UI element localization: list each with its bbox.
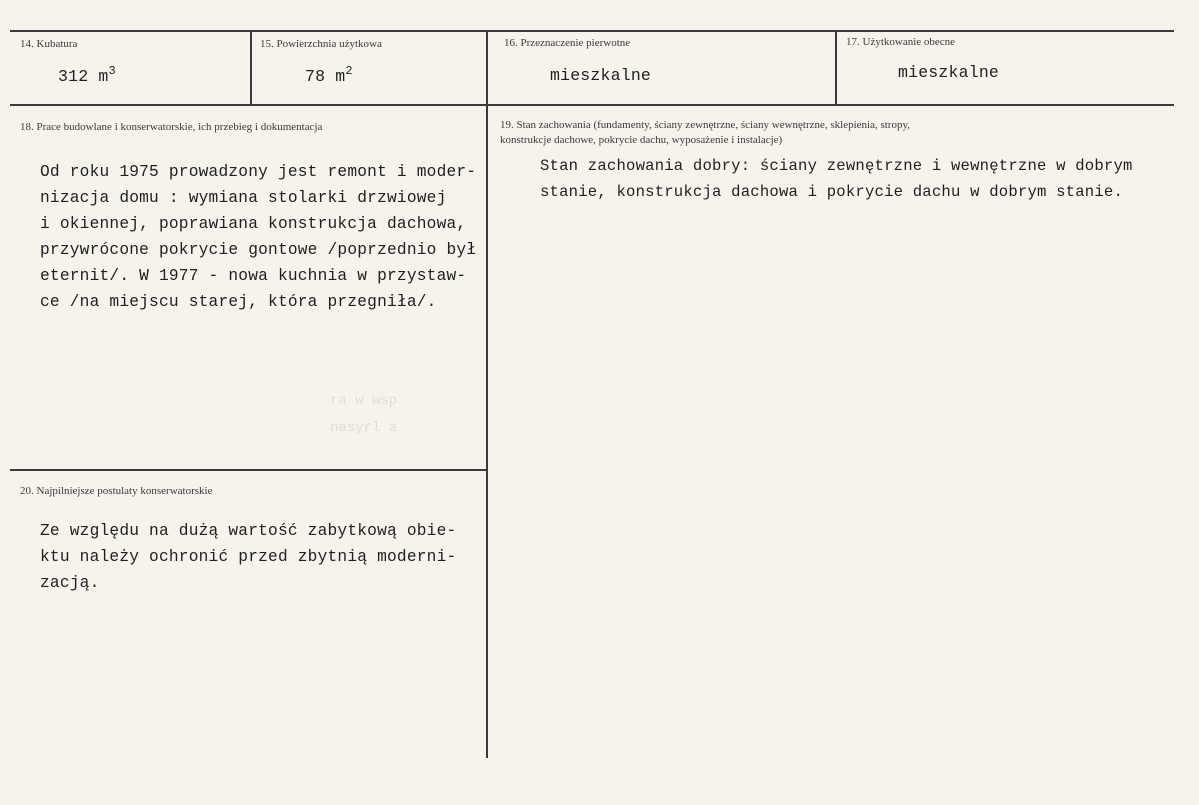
postulaty-line-1: Ze względu na dużą wartość zabytkową obie- <box>40 522 457 540</box>
prace-line-3: i okiennej, poprawiana konstrukcja dachowa, <box>40 215 467 233</box>
prace-line-4: przywrócone pokrycie gontowe /poprzednio był <box>40 241 477 259</box>
prace-label: 18. Prace budowlane i konserwatorskie, ich przebieg i dokumentacja <box>20 121 323 133</box>
header-divider-3 <box>835 30 837 105</box>
prace-line-2: nizacja domu : wymiana stolarki drzwiowej <box>40 189 447 207</box>
kubatura-value: 312 $m^3$ <box>58 64 116 86</box>
kubatura-label: 14. Kubatura <box>20 38 78 50</box>
powierzchnia-exponent: 2 <box>345 64 353 78</box>
stan-label-line-1: 19. Stan zachowania (fundamenty, ściany zewnętrzne, ściany wewnętrzne, sklepienia, stropy, <box>500 119 911 131</box>
stan-text <box>540 153 1133 205</box>
stan-label-line-2: konstrukcje dachowe, pokrycie dachu, wyposażenie i instalacje) <box>500 134 783 146</box>
uzytkowanie-value: mieszkalne <box>898 63 1000 82</box>
body-vertical-divider <box>486 104 488 758</box>
przeznaczenie-value: mieszkalne <box>550 66 652 85</box>
prace-line-6: ce /na miejscu starej, która przegniła/. <box>40 293 437 311</box>
section-20-top-rule <box>10 469 486 471</box>
postulaty-text <box>40 518 456 596</box>
postulaty-label: 20. Najpilniejsze postulaty konserwatorskie <box>20 485 213 497</box>
powierzchnia-label: 15. Powierzchnia użytkowa <box>260 38 382 50</box>
top-rule <box>10 30 1174 32</box>
ghost-text-2: nasyrl a <box>330 420 398 436</box>
powierzchnia-value: 78 $m^2$ <box>305 64 353 86</box>
postulaty-line-3: zacją. <box>40 574 100 592</box>
stan-line-2: stanie, konstrukcja dachowa i pokrycie dachu w dobrym stanie. <box>540 183 1124 201</box>
postulaty-line-2: ktu należy ochronić przed zbytnią moderni- <box>40 548 457 566</box>
ghost-text-1: ra w wsp <box>330 393 398 409</box>
uzytkowanie-label: 17. Użytkowanie obecne <box>846 36 956 48</box>
prace-text <box>40 159 476 315</box>
kubatura-exponent: 3 <box>108 64 116 78</box>
prace-line-1: Od roku 1975 prowadzony jest remont i moder- <box>40 163 477 181</box>
przeznaczenie-label: 16. Przeznaczenie pierwotne <box>504 37 631 49</box>
stan-line-1: Stan zachowania dobry: ściany zewnętrzne i wewnętrzne w dobrym <box>540 157 1133 175</box>
header-divider-1 <box>250 30 252 105</box>
header-divider-2 <box>486 30 488 105</box>
header-bottom-rule <box>10 104 1174 106</box>
prace-line-5: eternit/. W 1977 - nowa kuchnia w przystaw- <box>40 267 467 285</box>
